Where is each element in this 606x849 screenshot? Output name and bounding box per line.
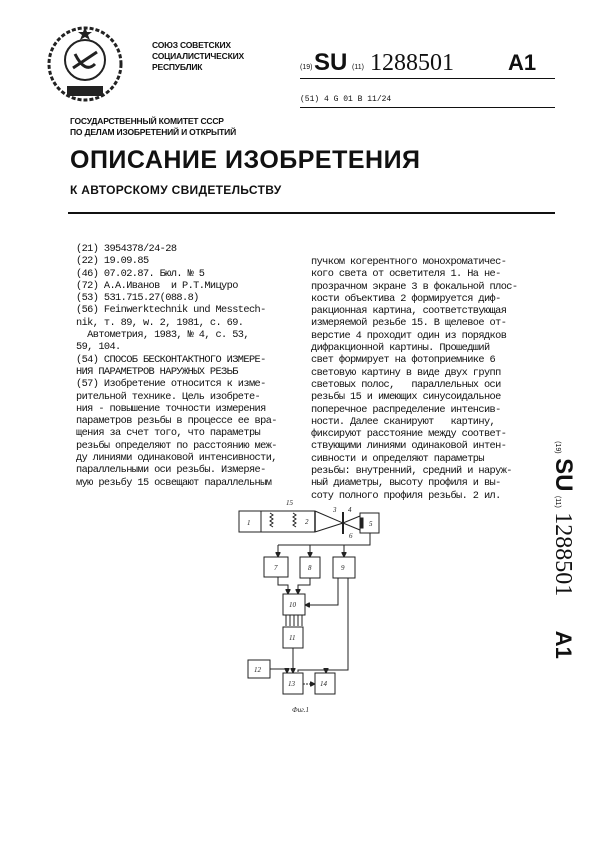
country-code: SU — [314, 49, 348, 76]
code-11: (11) — [352, 64, 364, 71]
ipc-code-label: (51) 4 — [300, 95, 329, 104]
text-line: пучком когерентного монохроматичес- — [311, 256, 507, 268]
vertical-country-code: SU — [550, 458, 577, 492]
label-5: 5 — [369, 520, 373, 528]
text-line: световую картину в виде двух групп — [311, 366, 501, 379]
text-line: свет формирует на фотоприемнике 6 — [311, 354, 496, 367]
text-line: ный диаметры, высоту профиля и вы- — [311, 477, 501, 490]
text-line: дифракционной картины. Прошедший — [311, 342, 490, 355]
label-6: 6 — [349, 532, 353, 540]
text-line: ности. Далее сканируют картину, — [311, 415, 496, 428]
text-line: (54) СПОСОБ БЕСКОНТАКТНОГО ИЗМЕРЕ- — [76, 353, 266, 366]
country-line: СОЮЗ СОВЕТСКИХ — [152, 40, 231, 50]
country-line: РЕСПУБЛИК — [152, 62, 203, 72]
committee-line: ПО ДЕЛАМ ИЗОБРЕТЕНИЙ И ОТКРЫТИЙ — [70, 127, 236, 137]
text-line: НИЯ ПАРАМЕТРОВ НАРУЖНЫХ РЕЗЬБ — [76, 365, 238, 378]
label-13: 13 — [288, 680, 295, 688]
text-line: верстие 4 проходит один из порядков — [311, 329, 507, 342]
thread-15 — [270, 513, 296, 527]
text-line: прозрачном экране 3 в фокальной плос- — [311, 280, 518, 293]
text-line: измеряемой резьбе 15. В щелевое от- — [311, 317, 507, 330]
vertical-kind-code: A1 — [551, 630, 576, 659]
ipc-class: G 01 B 11/24 — [333, 95, 392, 104]
text-line: мую резьбу 15 освещают параллельным — [76, 476, 272, 489]
text-line: световых полос, параллельных оси — [311, 378, 501, 391]
label-7: 7 — [274, 564, 278, 572]
vertical-patent-number: 1288501 — [550, 512, 576, 597]
label-12: 12 — [254, 666, 261, 674]
label-11: 11 — [289, 634, 296, 642]
text-line: поперечное распределение интенсив- — [311, 403, 501, 416]
text-line: (72) А.А.Иванов и Р.Т.Мицуро — [76, 279, 238, 292]
kind-code: A1 — [508, 50, 537, 75]
text-line: (56) Feinwerktechnik und Messtech- — [76, 304, 266, 317]
label-4: 4 — [348, 506, 352, 514]
text-line: сивности и определяют параметры — [311, 452, 484, 465]
label-14: 14 — [320, 680, 327, 688]
photodetector-6 — [360, 518, 363, 528]
text-line: (53) 531.715.27(088.8) — [76, 292, 199, 305]
text-line: кого света от осветителя 1. На не- — [311, 268, 501, 281]
text-line: ракционная картина, соответствующая — [311, 305, 507, 318]
vertical-code-11: (11) — [554, 495, 561, 508]
text-line: (22) 19.09.85 — [76, 255, 149, 268]
text-line: nik, т. 89, w. 2, 1981, с. 69. — [76, 316, 244, 329]
text-line: резьбы 15 и имеющих синусоидальное — [311, 391, 501, 404]
text-line: резьбы определяют по расстоянию меж- — [76, 439, 277, 452]
text-line: соту полного профиля резьбы. 2 ил. — [311, 489, 501, 502]
light-cone — [315, 511, 360, 532]
text-line: 59, 104. — [76, 341, 121, 354]
text-line: ду линиями одинаковой интенсивности, — [76, 452, 277, 465]
text-line: фиксируют расстояние между соответ- — [311, 428, 507, 441]
label-2: 2 — [305, 518, 309, 526]
text-line: параметров резьбы в процессе ее вра- — [76, 415, 277, 428]
label-10: 10 — [289, 601, 296, 609]
country-line: СОЦИАЛИСТИЧЕСКИХ — [152, 51, 244, 61]
patent-number: 1288501 — [370, 50, 454, 76]
text-line: ния - повышение точности измерения — [76, 402, 266, 415]
label-8: 8 — [308, 564, 312, 572]
code-19: (19) — [300, 64, 313, 71]
document-title: ОПИСАНИЕ ИЗОБРЕТЕНИЯ — [70, 146, 421, 174]
text-line: (46) 07.02.87. Бюл. № 5 — [76, 267, 205, 280]
text-line: кости объектива 2 формируется диф- — [311, 292, 501, 305]
text-line: Автометрия, 1983, № 4, с. 53, — [76, 329, 249, 342]
text-line: (57) Изобретение относится к изме- — [76, 378, 266, 391]
text-line: резьбы: внутренний, средний и наруж- — [311, 465, 512, 478]
text-line: параллельными оси резьбы. Измеряе- — [76, 464, 266, 477]
label-9: 9 — [341, 564, 345, 572]
label-1: 1 — [247, 519, 251, 527]
text-line: рительной технике. Цель изобрете- — [76, 390, 261, 403]
text-line: ствующими линиями одинаковой интен- — [311, 440, 507, 453]
label-15: 15 — [286, 499, 293, 507]
document-subtitle: К АВТОРСКОМУ СВИДЕТЕЛЬСТВУ — [70, 183, 282, 197]
text-line: щения за счет того, что параметры — [76, 427, 261, 440]
vertical-code-19: (19) — [554, 441, 561, 454]
figure-caption: Фиг.1 — [292, 706, 310, 714]
committee-line: ГОСУДАРСТВЕННЫЙ КОМИТЕТ СССР — [70, 116, 224, 126]
label-3: 3 — [333, 506, 337, 514]
text-line: (21) 3954378/24-28 — [76, 243, 177, 255]
